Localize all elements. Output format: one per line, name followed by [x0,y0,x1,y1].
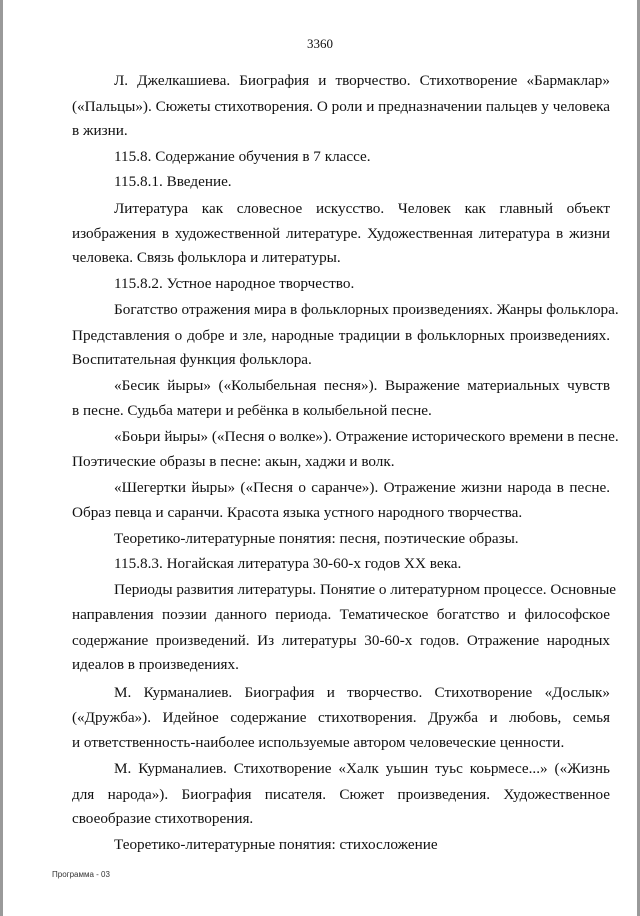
text-line: Периоды развития литературы. Понятие о литературном процессе. Основные [114,581,617,598]
section-heading: 115.8.1. Введение. [114,173,232,190]
text-line: человека. Связь фольклора и литературы. [72,249,341,266]
text-line: изображения в художественной литературе. Художественная литература в жизни [72,225,610,242]
text-line: «Шегертки йыры» («Песня о саранче»). Отражение жизни народа в песне. [114,479,610,496]
text-line: М. Курманалиев. Биография и творчество. Стихотворение «Дослык» [114,684,610,701]
left-scan-edge [0,0,3,916]
text-line: М. Курманалиев. Стихотворение «Халк уьшин туьс коьрмесе...» («Жизнь [114,760,610,777]
text-line: Поэтические образы в песне: акын, хаджи и волк. [72,453,395,470]
text-line: Литература как словесное искусство. Человек как главный объект [114,200,610,217]
text-line: Богатство отражения мира в фольклорных произведениях. Жанры фольклора. [114,301,619,318]
text-line: направления поэзии данного периода. Тематическое богатство и философское [72,606,610,623]
text-line: Л. Джелкашиева. Биография и творчество. Стихотворение «Бармаклар» [114,72,610,89]
text-line: Теоретико-литературные понятия: песня, поэтические образы. [114,530,519,547]
text-line: Представления о добре и зле, народные традиции в фольклорных произведениях. [72,327,610,344]
text-line: в жизни. [72,122,128,139]
text-line: («Дружба»). Идейное содержание стихотворения. Дружба и любовь, семья [72,709,610,726]
section-heading: 115.8. Содержание обучения в 7 классе. [114,148,371,165]
text-line: «Бесик йыры» («Колыбельная песня»). Выражение материальных чувств [114,377,610,394]
text-line: идеалов в произведениях. [72,656,239,673]
section-heading: 115.8.3. Ногайская литература 30-60-х годов XX века. [114,555,462,572]
text-line: Теоретико-литературные понятия: стихосложение [114,836,438,853]
text-line: «Боьри йыры» («Песня о волке»). Отражение исторического времени в песне. [114,428,619,445]
text-line: Воспитательная функция фольклора. [72,351,312,368]
text-line: содержание произведений. Из литературы 30-60-х годов. Отражение народных [72,632,610,649]
footer-label: Программа - 03 [52,870,110,879]
section-heading: 115.8.2. Устное народное творчество. [114,275,355,292]
page-number: 3360 [307,36,333,51]
text-line: своеобразие стихотворения. [72,810,254,827]
text-line: Образ певца и саранчи. Красота языка устного народного творчества. [72,504,523,521]
text-line: («Пальцы»). Сюжеты стихотворения. О роли и предназначении пальцев у человека [72,98,610,115]
text-line: в песне. Судьба матери и ребёнка в колыбельной песне. [72,402,432,419]
text-line: для народа»). Биография писателя. Сюжет произведения. Художественное [72,786,610,803]
text-line: и ответственность-наиболее используемые автором человеческие ценности. [72,734,565,751]
